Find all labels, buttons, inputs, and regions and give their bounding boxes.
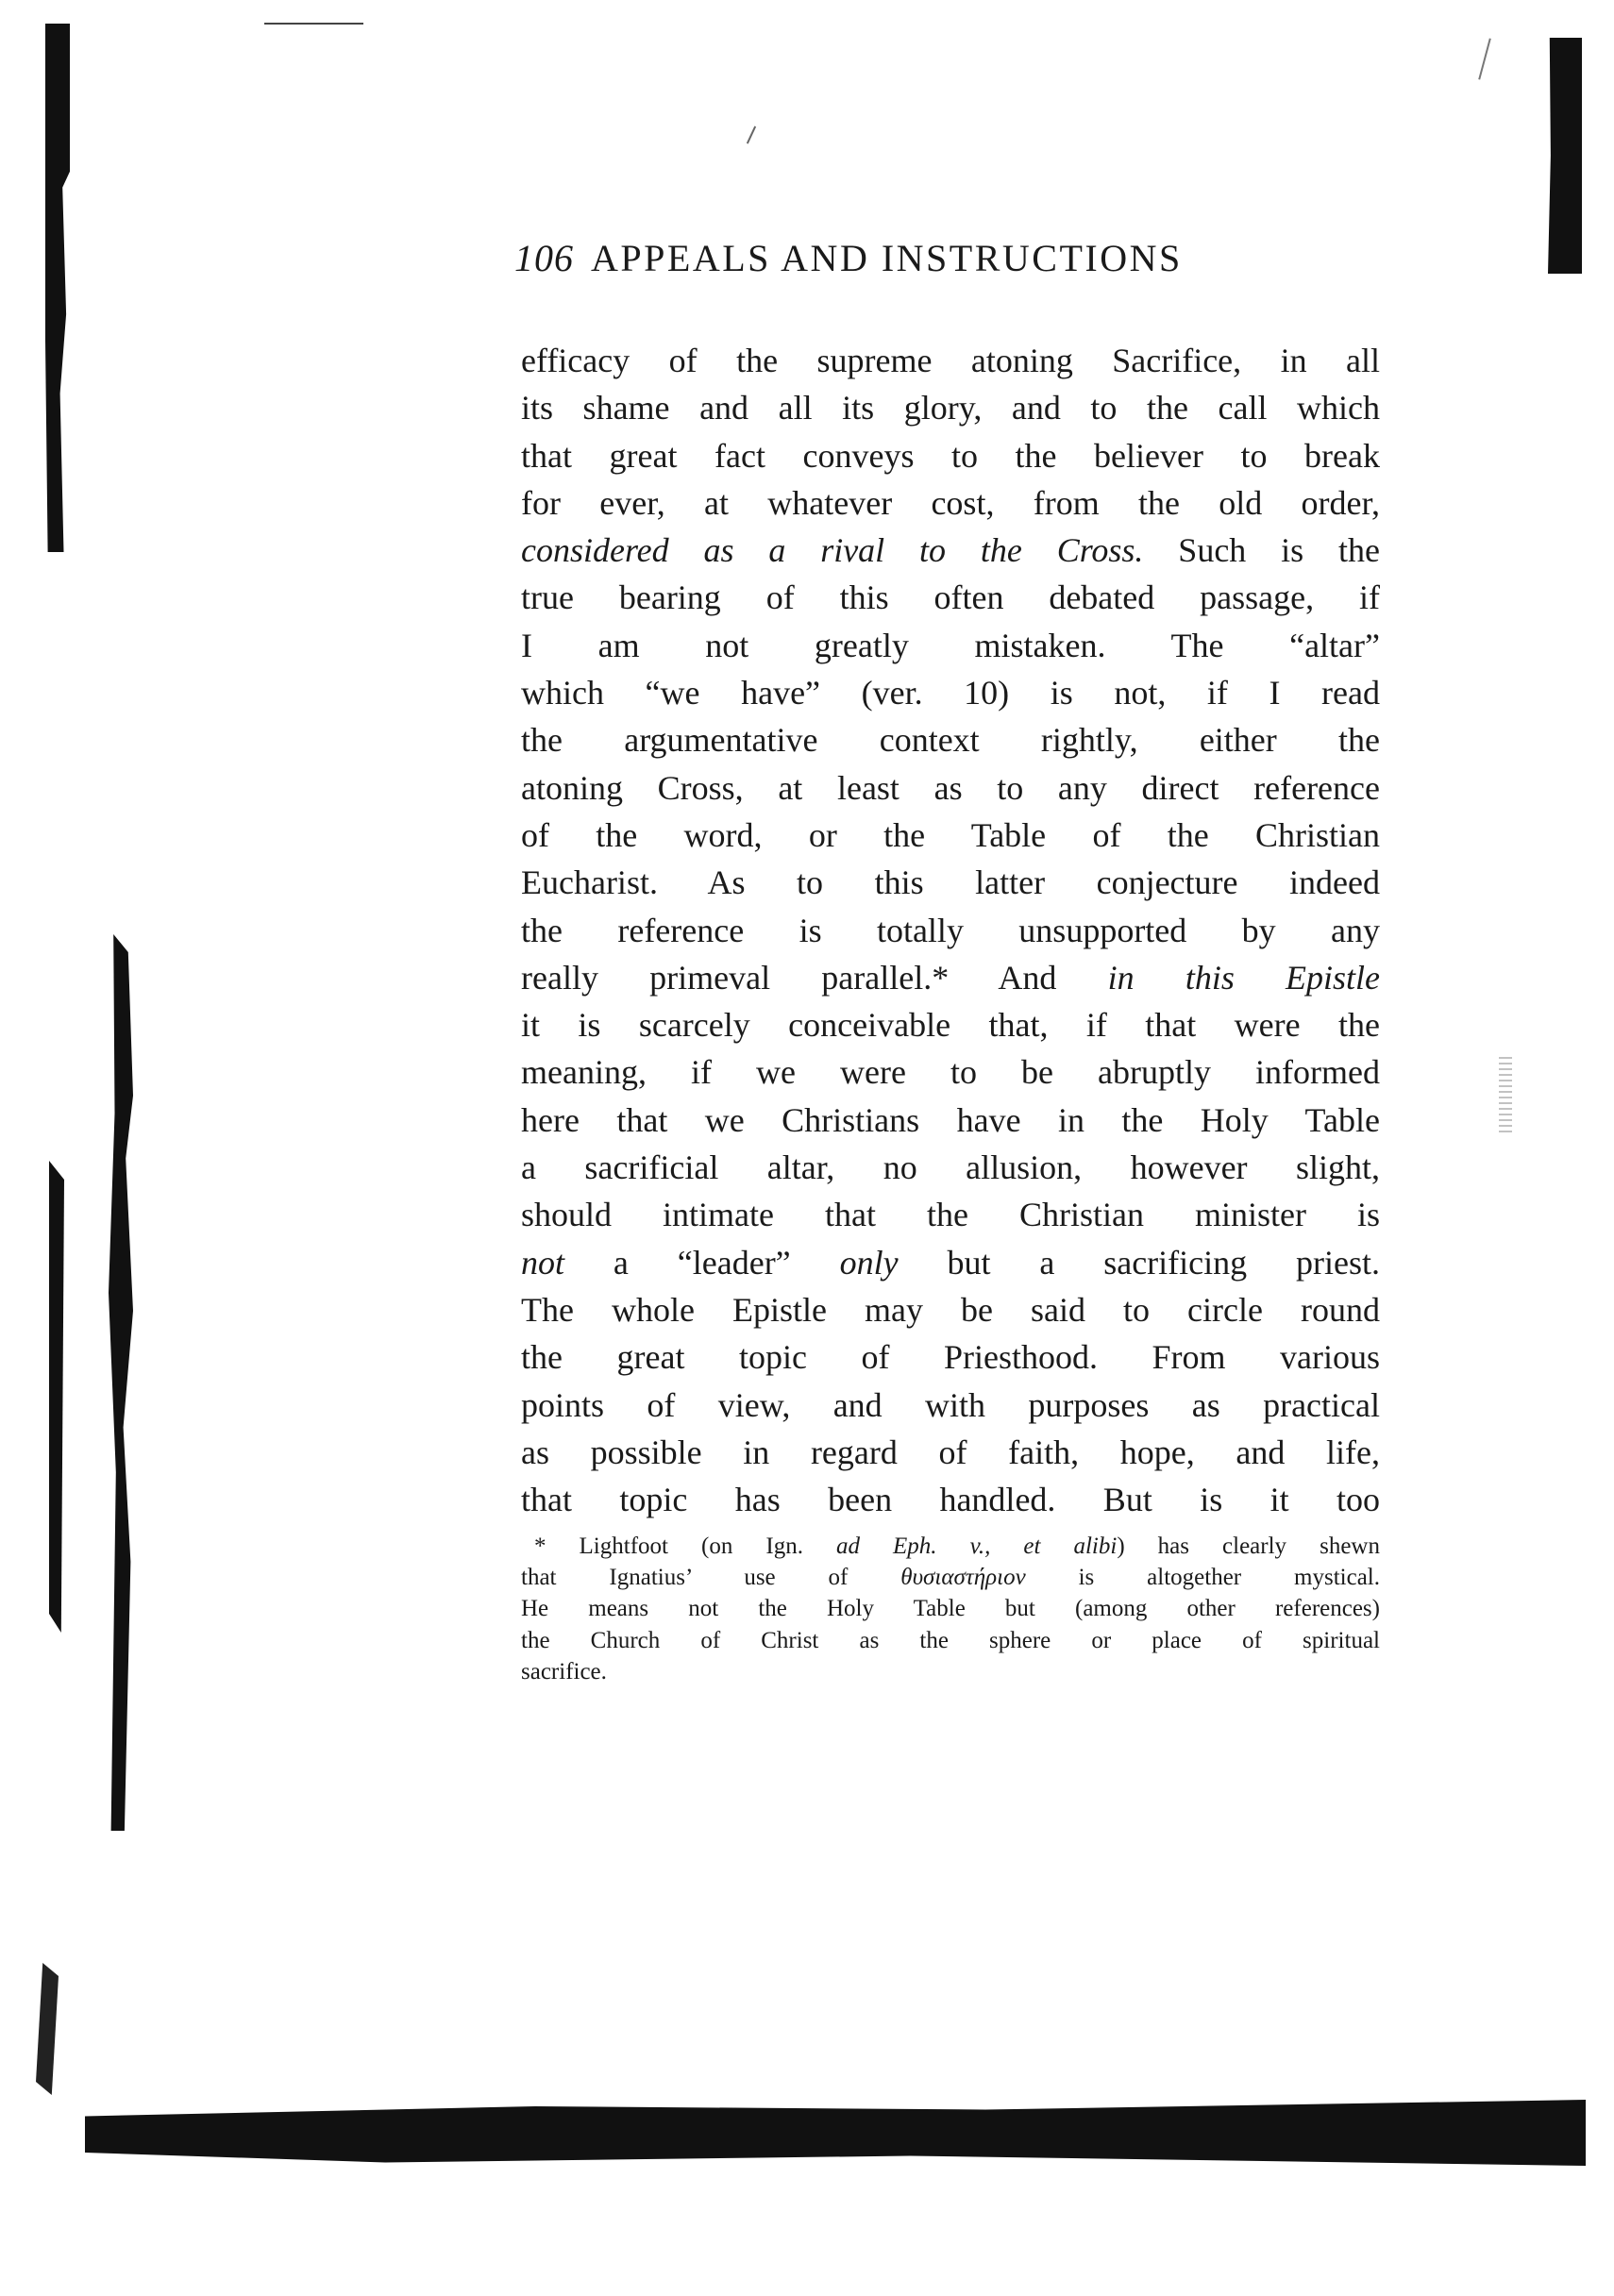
footnote-line: He means not the Holy Table but (among other references) xyxy=(521,1596,1380,1622)
text-line: should intimate that the Christian minister is xyxy=(521,1196,1380,1234)
text-line: that great fact conveys to the believer to break xyxy=(521,436,1380,475)
text-line: its shame and all its glory, and to the call which xyxy=(521,389,1380,427)
text-line: the reference is totally unsupported by any xyxy=(521,911,1380,949)
stray-rule xyxy=(264,23,363,25)
text-line: the argumentative context rightly, either the xyxy=(521,721,1380,760)
scan-edge-shadow xyxy=(49,1161,64,1633)
page-number: 106 xyxy=(514,237,574,279)
text-line: the great topic of Priesthood. From various xyxy=(521,1338,1380,1377)
text-line: of the word, or the Table of the Christian xyxy=(521,815,1380,854)
running-head xyxy=(514,236,1387,293)
footnote-line: that Ignatius’ use of θυσιαστήριον is altogether mystical. xyxy=(521,1565,1380,1591)
text-line: I am not greatly mistaken. The “altar” xyxy=(521,626,1380,664)
text-line: Eucharist. As to this latter conjecture indeed xyxy=(521,863,1380,902)
scan-edge-shadow xyxy=(36,1963,59,2095)
scan-edge-shadow xyxy=(45,24,70,552)
italic-phrase: not xyxy=(521,1243,565,1282)
text-line: efficacy of the supreme atoning Sacrifice, in all xyxy=(521,342,1380,379)
italic-phrase: considered as a rival to the Cross. xyxy=(521,531,1144,570)
text-line: meaning, if we were to be abruptly informed xyxy=(521,1053,1380,1092)
text-line: here that we Christians have in the Holy Table xyxy=(521,1100,1380,1139)
text-line: true bearing of this often debated passage, if xyxy=(521,578,1380,617)
running-title: APPEALS AND INSTRUCTIONS xyxy=(591,237,1183,279)
body-text xyxy=(521,337,1380,1523)
text-line: not a “leader” only but a sacrificing priest. xyxy=(521,1243,1380,1282)
footnote-line: * Lightfoot (on Ign. ad Eph. v., et alibi) has clearly shewn xyxy=(534,1533,1380,1559)
greek-word: θυσιαστήριον xyxy=(900,1565,1026,1591)
text-line: points of view, and with purposes as practical xyxy=(521,1385,1380,1424)
footnote-line: the Church of Christ as the sphere or place of spiritual xyxy=(521,1627,1380,1653)
italic-phrase: only xyxy=(839,1243,899,1282)
text-line: a sacrificial altar, no allusion, however slight, xyxy=(521,1148,1380,1187)
text-line: considered as a rival to the Cross. Such is the xyxy=(521,531,1380,570)
scan-edge-shadow xyxy=(85,2100,1586,2166)
text-line: it is scarcely conceivable that, if that were the xyxy=(521,1006,1380,1045)
scan-speckle xyxy=(1499,1057,1512,1132)
stray-mark xyxy=(1478,39,1491,80)
text-line: for ever, at whatever cost, from the old order, xyxy=(521,483,1380,522)
scan-edge-shadow xyxy=(1548,38,1582,274)
text-line: really primeval parallel.* And in this Epistle xyxy=(521,958,1381,997)
text-line: The whole Epistle may be said to circle round xyxy=(521,1290,1380,1329)
footnote-line: sacrifice. xyxy=(521,1658,607,1684)
text-line: that topic has been handled. But is it too xyxy=(521,1481,1380,1519)
italic-phrase: ad Eph. v., et alibi xyxy=(836,1533,1118,1559)
scan-edge-shadow xyxy=(109,934,133,1831)
italic-phrase: in this Epistle xyxy=(1107,958,1381,997)
text-line: which “we have” (ver. 10) is not, if I read xyxy=(521,674,1380,712)
text-line: atoning Cross, at least as to any direct reference xyxy=(521,768,1380,807)
text-line: as possible in regard of faith, hope, and life, xyxy=(521,1433,1380,1471)
stray-mark xyxy=(747,126,756,144)
footnote xyxy=(521,1531,1380,1687)
